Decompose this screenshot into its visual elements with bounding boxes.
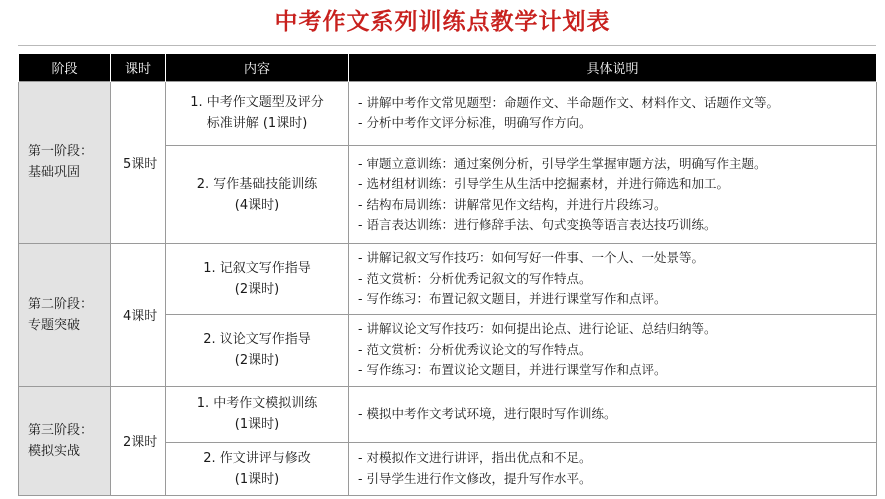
header-content: 内容 [166,54,349,81]
stage-name: 模拟实战 [28,443,81,459]
detail-line: - 模拟中考作文考试环境，进行限时写作训练。 [358,405,617,421]
table-row [19,386,877,442]
content-subtitle: 标准讲解 (1课时) [206,116,308,132]
stage-cell [19,81,111,243]
detail-line: - 范文赏析：分析优秀记叙文的写作特点。 [358,270,592,286]
content-title: 2. 作文讲评与修改 [203,450,311,466]
stage-cell [19,386,111,495]
detail-line: - 写作练习：布置记叙文题目，并进行课堂写作和点评。 [358,291,667,307]
details-cell [349,146,877,244]
hours-cell: 2课时 [111,386,166,495]
details-cell [349,442,877,495]
details-cell [349,81,877,146]
detail-line: - 讲解中考作文常见题型：命题作文、半命题作文、材料作文、话题作文等。 [358,94,779,110]
stage-name: 基础巩固 [28,165,81,181]
content-cell [166,314,349,386]
detail-line: - 讲解议论文写作技巧：如何提出论点、进行论证、总结归纳等。 [358,321,717,337]
details-cell [349,314,877,386]
header-hours: 课时 [111,54,166,81]
teaching-plan-table [18,54,877,496]
stage-label: 第三阶段： [28,422,94,438]
content-subtitle: (1课时) [234,417,280,433]
content-subtitle: (4课时) [234,197,280,213]
detail-line: - 语言表达训练：进行修辞手法、句式变换等语言表达技巧训练。 [358,217,717,232]
content-cell [166,386,349,442]
detail-line: - 审题立意训练：通过案例分析，引导学生掌握审题方法，明确写作主题。 [358,155,767,171]
details-cell [349,386,877,442]
detail-line: - 结构布局训练：讲解常见作文结构，并进行片段练习。 [358,196,667,212]
content-title: 1. 中考作文模拟训练 [196,396,318,412]
detail-line: - 选材组材训练：引导学生从生活中挖掘素材，并进行筛选和加工。 [358,176,729,191]
content-title: 2. 议论文写作指导 [203,332,311,348]
content-subtitle: (2课时) [234,353,280,369]
hours-cell: 5课时 [111,81,166,243]
detail-line: - 引导学生进行作文修改，提升写作水平。 [358,470,592,486]
table-row [19,243,877,314]
table-header-row [19,54,877,81]
content-cell [166,243,349,314]
content-title: 1. 记叙文写作指导 [203,260,311,276]
content-subtitle: (1课时) [234,471,280,487]
table-row [19,81,877,146]
content-cell [166,81,349,146]
hours-cell: 4课时 [111,243,166,386]
detail-line: - 讲解记叙文写作技巧：如何写好一件事、一个人、一处景等。 [358,250,704,266]
stage-cell [19,243,111,386]
header-stage: 阶段 [19,54,111,81]
detail-line: - 写作练习：布置议论文题目，并进行课堂写作和点评。 [358,362,667,378]
page-title: 中考作文系列训练点教学计划表 [274,8,611,35]
stage-label: 第二阶段： [28,296,94,312]
content-cell [166,146,349,244]
content-title: 2. 写作基础技能训练 [196,176,318,192]
stage-label: 第一阶段： [28,144,94,160]
content-title: 1. 中考作文题型及评分 [190,95,324,111]
stage-name: 专题突破 [28,317,81,333]
detail-line: - 分析中考作文评分标准，明确写作方向。 [358,115,592,131]
details-cell [349,243,877,314]
content-cell [166,442,349,495]
detail-line: - 对模拟作文进行讲评，指出优点和不足。 [358,450,592,466]
content-subtitle: (2课时) [234,281,280,297]
detail-line: - 范文赏析：分析优秀议论文的写作特点。 [358,341,592,357]
title-divider [18,45,876,46]
header-details: 具体说明 [349,54,877,81]
